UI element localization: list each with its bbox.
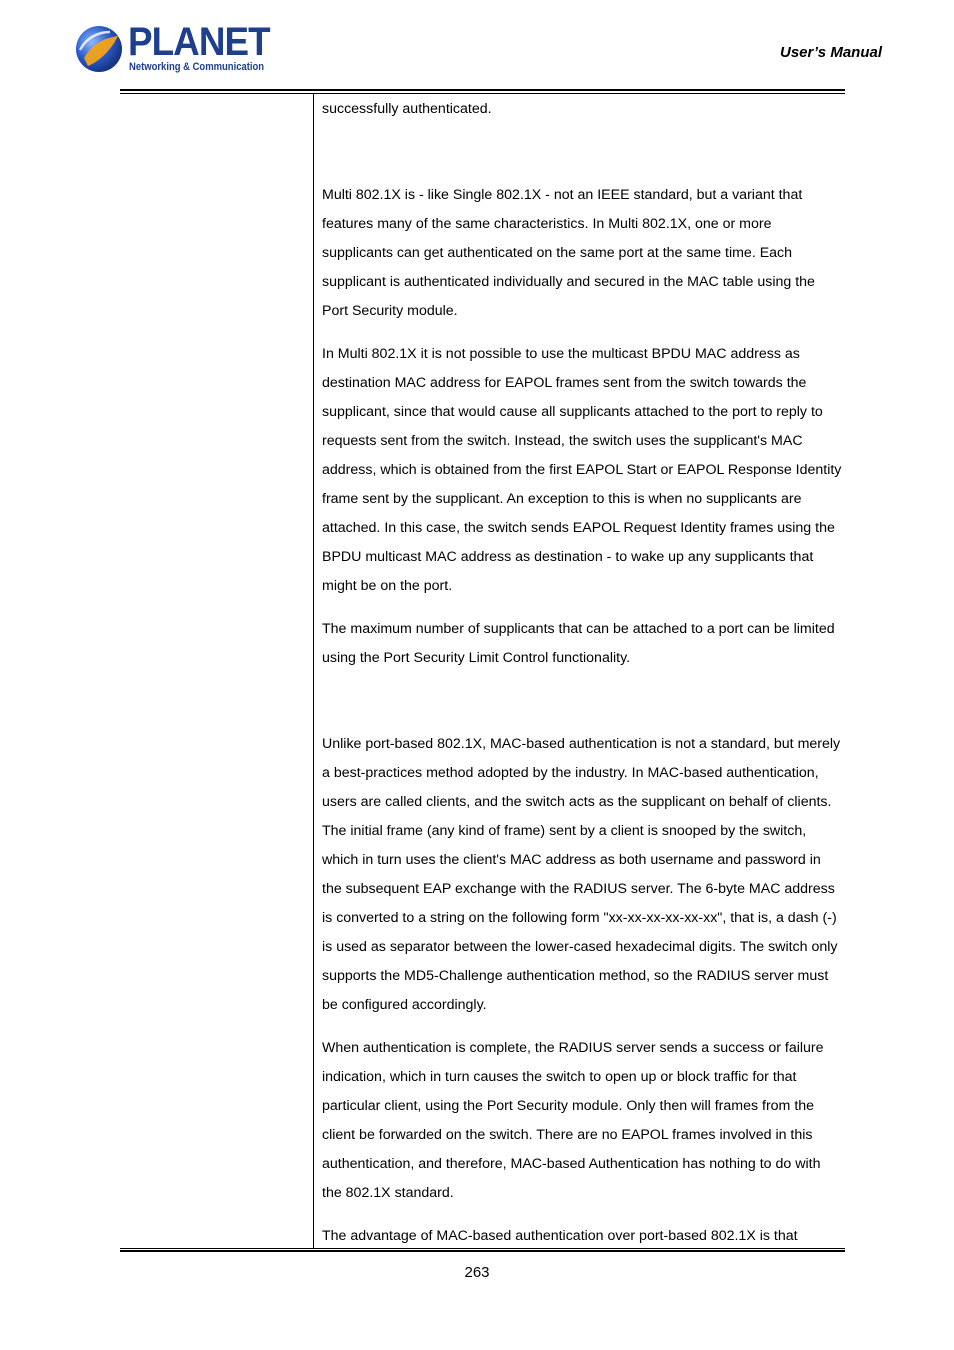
column-divider (313, 94, 314, 1249)
brand-name: PLANET (128, 20, 270, 64)
paragraph: successfully authenticated. (322, 101, 492, 117)
spacer (322, 601, 842, 615)
spacer (322, 124, 842, 181)
brand-tagline: Networking & Communication (129, 61, 265, 73)
footer-rule-thin (120, 1248, 845, 1249)
paragraph: Unlike port-based 802.1X, MAC-based authentication is not a standard, but merely a best-practices method adopted by the industry. In MAC-based authentication, users are called clients, and the switch acts as the supplicant on behalf of clients. The initial frame (any kind of frame) sent by a client is snooped by the switch, which in turn uses the client's MAC address as both username and password in the subsequent EAP exchange with the RADIUS server. The 6-byte MAC address is converted to a string on the following form "xx-xx-xx-xx-xx-xx", that is, a dash (-) is used as separator between the lower-cased hexadecimal digits. The switch only supports the MD5-Challenge authentication method, so the RADIUS server must be configured accordingly. (322, 736, 841, 1013)
main-text-column (322, 95, 842, 1251)
manual-title: User’s Manual (780, 44, 882, 61)
globe-icon (74, 24, 124, 74)
paragraph: When authentication is complete, the RADIUS server sends a success or failure indication, which in turn causes the switch to open up or block traffic for that particular client, using the Port Security module. Only then will frames from the client be forwarded on the switch. There are no EAPOL frames involved in this authentication, and therefore, MAC-based Authentication has nothing to do with the 802.1X standard. (322, 1040, 824, 1201)
spacer (322, 673, 842, 730)
spacer (322, 1020, 842, 1034)
spacer (322, 326, 842, 340)
spacer (322, 1208, 842, 1222)
page-number: 263 (464, 1264, 490, 1281)
planet-logo (74, 22, 274, 78)
paragraph: Multi 802.1X is - like Single 802.1X - not an IEEE standard, but a variant that features many of the same characteristics. In Multi 802.1X, one or more supplicants can get authenticated on the same port at the same time. Each supplicant is authenticated individually and secured in the MAC table using the Port Security module. (322, 187, 815, 319)
header-rule-thin (120, 93, 845, 94)
footer-rule-thick (120, 1250, 845, 1252)
paragraph: The advantage of MAC-based authentication over port-based 802.1X is that (322, 1228, 798, 1244)
paragraph: The maximum number of supplicants that can be attached to a port can be limited using the Port Security Limit Control functionality. (322, 621, 835, 666)
paragraph: In Multi 802.1X it is not possible to use the multicast BPDU MAC address as destination MAC address for EAPOL frames sent from the switch towards the supplicant, since that would cause all supplicants attached to the port to reply to requests sent from the switch. Instead, the switch uses the supplicant's MAC address, which is obtained from the first EAPOL Start or EAPOL Response Identity frame sent by the supplicant. An exception to this is when no supplicants are attached. In this case, the switch sends EAPOL Request Identity frames using the BPDU multicast MAC address as destination - to wake up any supplicants that might be on the port. (322, 346, 842, 594)
header-rule-thick (120, 89, 845, 91)
